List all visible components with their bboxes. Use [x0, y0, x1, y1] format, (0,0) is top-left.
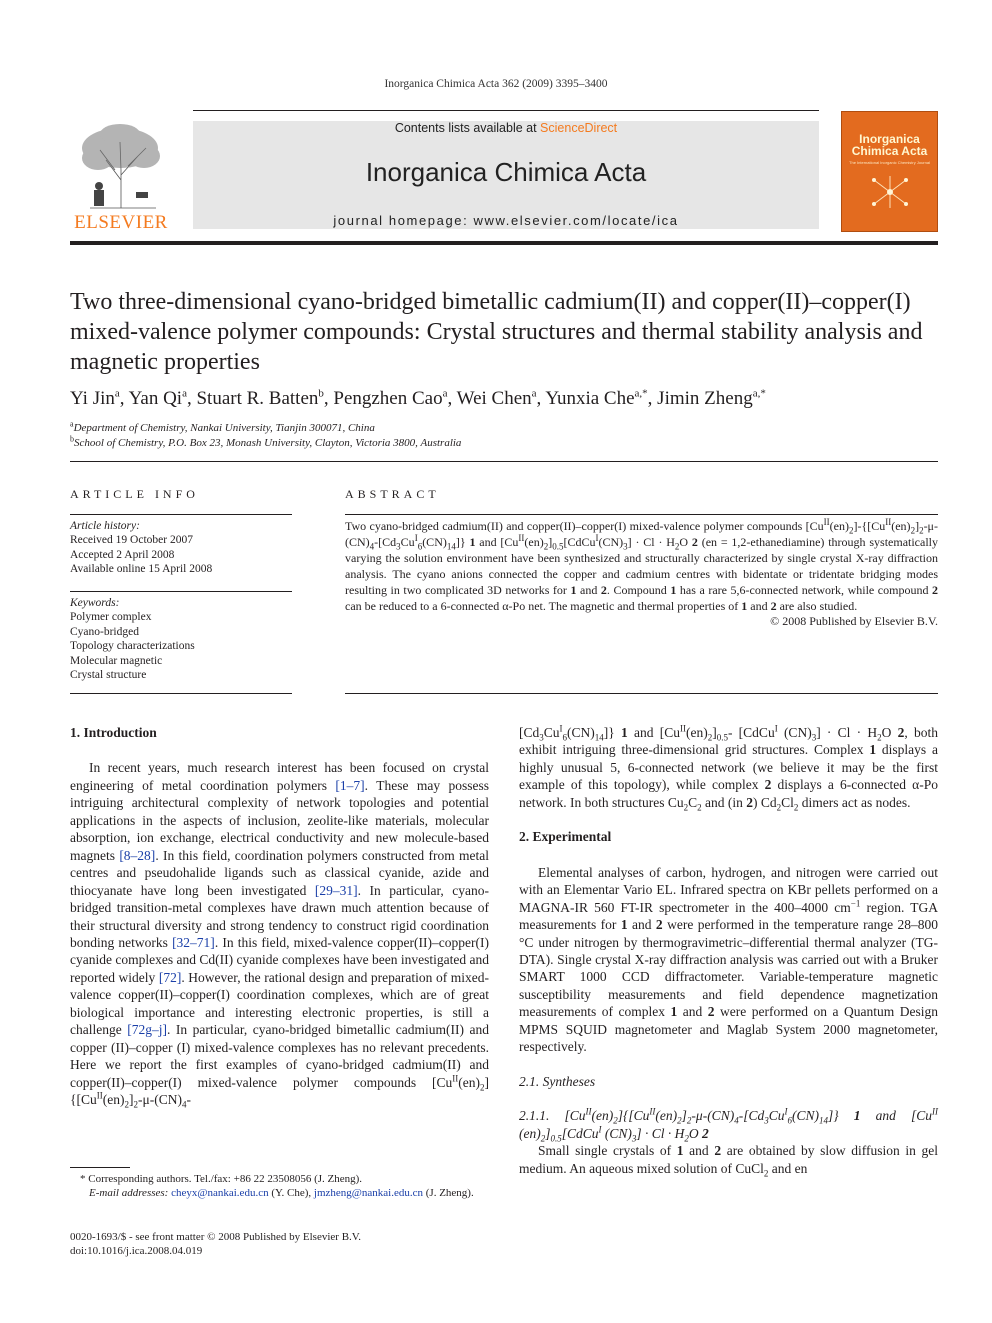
affiliation-a [70, 419, 375, 434]
affiliation-mark: b [70, 434, 74, 444]
synthesis-subheading: 2.1.1. $[Cu^{II}(en)_2]\{[Cu^{II}(en)_2]_2-\mu-(CN)_4-[Cd_3Cu^I_6(CN)_{14}]\}$ 1 and [$Cu^{II}$ $(en)_2]_{0.5}[CdCu^I$ $(CN)_3] \cdot Cl \cdot H_2O$ 2 [519, 1106, 939, 1144]
author-affil-mark: a,* [752, 387, 766, 400]
synthesis-paragraph: Small single crystals of 1 and 2 are obtained by slow diffusion in gel medium. An aqueous mixed solution of CuCl$_2$ and en [519, 1143, 939, 1179]
abstract-text [345, 519, 938, 630]
email-link[interactable]: cheyx@nankai.edu.cn [171, 1187, 269, 1199]
elsevier-tree-icon [70, 120, 172, 212]
affiliation-b [70, 434, 462, 449]
subheading-number: 2.1.1. [519, 1108, 550, 1124]
cover-molecule-icon [862, 172, 918, 212]
author-name[interactable]: Wei Chen [456, 388, 532, 409]
journal-citation: Inorganica Chimica Acta 362 (2009) 3395–3400 [384, 78, 608, 90]
author-affil-mark: a [442, 387, 448, 400]
article-identifiers [70, 1230, 489, 1258]
author-name[interactable]: Yi Jin [70, 388, 115, 409]
keywords-block [70, 596, 292, 682]
affiliation-mark: a [70, 419, 74, 429]
author-name[interactable]: Pengzhen Cao [333, 388, 443, 409]
journal-title: Inorganica Chimica Acta [365, 157, 647, 187]
elsevier-wordmark: ELSEVIER [74, 212, 168, 233]
cover-title-line-1: Inorganica [859, 132, 920, 146]
author-affil-mark: a [114, 387, 120, 400]
cover-title [842, 133, 937, 157]
cover-subtitle: The International Inorganic Chemistry Journal [849, 160, 930, 165]
contents-line [193, 121, 819, 135]
syntheses-heading: 2.1. Syntheses [519, 1073, 596, 1089]
email-note [70, 1186, 489, 1200]
history-received: Received 19 October 2007 [70, 534, 193, 547]
reference-link[interactable]: [72] [158, 969, 182, 985]
keyword: Crystal structure [70, 669, 147, 682]
reference-link[interactable]: [8–28] [119, 847, 156, 863]
journal-header-band [193, 121, 819, 229]
corresponding-author-note: * Corresponding authors. Tel./fax: +86 22 23508056 (J. Zheng). [80, 1173, 363, 1185]
article-history [70, 519, 292, 577]
author-affil-mark: a,* [634, 387, 648, 400]
article-info-bottom-rule [70, 693, 292, 694]
reference-link[interactable]: [1–7] [335, 777, 365, 793]
journal-cover-thumbnail[interactable] [841, 111, 938, 232]
reference-link[interactable]: [29–31] [314, 882, 358, 898]
abstract-heading: ABSTRACT [345, 487, 440, 501]
experimental-heading: 2. Experimental [519, 829, 612, 845]
article-info-rule [70, 514, 292, 515]
introduction-paragraph-continued: $[Cd_3Cu^I_6(CN)_{14}]$} 1 and $[Cu^{II}(en)_2]_{0.5}-$ [CdCu$^I$ $(CN)_3] \cdot Cl \cdot H_2O$ 2, both exhibit intriguing three-dimensional grid structures. Complex 1 displays a highly unusual 5, 6-connected network (we believe it may be the first example of this topology), while complex 2 displays a 6-connected α-Po network. In both structures $Cu_2C_2$ and (in 2) $Cd_2Cl_2$ dimers act as nodes. [519, 723, 939, 813]
history-online: Available online 15 April 2008 [70, 563, 213, 576]
email-owner: (Y. Che), [271, 1187, 312, 1199]
elsevier-logo[interactable] [70, 120, 172, 232]
abstract-copyright: © 2008 Published by Elsevier B.V. [770, 614, 938, 629]
affiliation-rule [70, 461, 938, 462]
header-top-rule [193, 110, 819, 111]
introduction-paragraph: In recent years, much research interest has been focused on crystal engineering of metal coordination polymers [1–7]. These may possess intriguing architectural complexity of network topologies and potential applications in the aspects of inclusion, zeolite-like materials, molecular absorption, ion exchange, electrical conductivity and new molecule-based magnets [8–28]. In this field, coordination polymers constructed from metal centres and pseudohalide ligands such as classical cyanide, azide and thiocyanate have long been investigated [29–31]. In particular, cyano-bridged transition-metal complexes have drawn much attention because of their structural diversity and strong tendency to construct rigid coordination bonding networks [32–71]. In this field, mixed-valence copper(II)–copper(I) cyanide complexes and Cd(II) cyanide complexes have been investigated and reported widely [72]. However, the rational design and preparation of mixed-valence copper(II)–copper(I) coordination complexes, which are of great biological importance and interesting electronic properties, is still a challenge [72g–j]. In particular, cyano-bridged bimetallic cadmium(II) and copper (II)–copper (I) mixed-valence complexes has no relevant precedents. Here we report the first examples of cyano-bridged cadmium(II) and copper(II)–copper(I) mixed-valence polymer compounds $[Cu^{II}(en)_2]\{[Cu^{II}(en)_2]_2-\mu-(CN)_4-$ [70, 760, 490, 1110]
keyword: Molecular magnetic [70, 654, 163, 667]
corresponding-text: Corresponding authors. Tel./fax: +86 22 23508056 (J. Zheng). [88, 1173, 363, 1185]
author-affil-mark: a [182, 387, 187, 400]
author-name[interactable]: Stuart R. Batten [196, 388, 319, 409]
sciencedirect-link[interactable]: ScienceDirect [540, 121, 618, 135]
author-affil-mark: a [531, 387, 537, 400]
keyword: Topology characterizations [70, 640, 195, 653]
article-title: Two three-dimensional cyano-bridged bimetallic cadmium(II) and copper(II)–copper(I) mixed-valence polymer compounds: Crystal structures and thermal stability analysis and magnetic properties [70, 289, 923, 375]
introduction-heading: 1. Introduction [70, 725, 157, 740]
keywords-label: Keywords: [70, 597, 120, 609]
contents-prefix: Contents lists available at [394, 121, 541, 135]
author-list: Yi Jin$^a$, Yan Qi$^a$, Stuart R. Batten$^b$, Pengzhen Cao$^a$, Wei Chen$^a$, Yunxia Che$^{a,*}$, Jimin Zheng$^{a,*}$ [70, 387, 766, 409]
history-accepted: Accepted 2 April 2008 [70, 548, 175, 561]
author-affil-mark: b [318, 387, 324, 400]
header-thick-rule [70, 241, 938, 245]
affiliation-text: Department of Chemistry, Nankai University, Tianjin 300071, China [73, 422, 375, 434]
history-label: Article history: [70, 520, 140, 532]
footnotes [70, 1172, 489, 1200]
keywords-rule [70, 591, 292, 592]
article-info-heading: ARTICLE INFO [70, 487, 199, 501]
issn-line: 0020-1693/$ - see front matter © 2008 Published by Elsevier B.V. [70, 1231, 362, 1243]
reference-link[interactable]: [72g–j] [127, 1022, 167, 1038]
keyword: Cyano-bridged [70, 625, 139, 638]
abstract-rule [345, 514, 938, 515]
abstract-paragraph: Two cyano-bridged cadmium(II) and copper(II)–copper(I) mixed-valence polymer compounds $[Cu^{II}(en)_2]-\{[Cu^{II}(en)_2]_2-\mu-(CN)_4-[Cd_3Cu^I_6(CN)_{14}]\}$ 1 and $[Cu^{II}(en)_2]_{0.5}[CdCu^I(CN)_3] \cdot Cl \cdot H_2O$ 2 (en = 1,2-ethanediamine) through systematically varying the solution environment have been synthesized and structurally characterized by single crystal X-ray diffraction analysis. The cyano anions connected the copper and cadmium centres with bidentate or tridentate bridging modes resulting in two complicated 3D networks for 1 and 2. Compound 1 has a rare 5,6-connected network, while compound 2 can be reduced to a 6-connected α-Po net. The magnetic and thermal properties of 1 and 2 are also studied. [345, 517, 939, 613]
experimental-paragraph: Elemental analyses of carbon, hydrogen, and nitrogen were carried out with an Elementar Vario EL. Infrared spectra on KBr pellets performed on a MAGNA-IR 560 FT-IR spectrometer in the 400–4000 $cm^{-1}$ region. TGA measurements for 1 and 2 were performed in the temperature range 28–800 °C under nitrogen by thermogravimetric–differential thermal analyzer (TG-DTA). Single crystal X-ray diffraction analysis was carried out with a Bruker SMART 1000 CCD diffractometer. Variable-temperature magnetic susceptibility measurements and field dependence magnetization measurements of complex 1 and 2 were performed on a Quantum Design MPMS SQUID magnetometer and Maglab System 2000 magnetometer, respectively. [519, 864, 938, 1055]
email-link[interactable]: jmzheng@nankai.edu.cn [313, 1187, 423, 1199]
left-column [70, 724, 489, 1109]
email-label: E-mail addresses: [89, 1187, 169, 1199]
affiliation-text: School of Chemistry, P.O. Box 23, Monash University, Clayton, Victoria 3800, Australia [74, 437, 462, 449]
keyword: Polymer complex [70, 611, 152, 624]
author-name[interactable]: Jimin Zheng [657, 388, 753, 409]
journal-homepage-link[interactable]: journal homepage: www.elsevier.com/locate/ica [333, 213, 679, 228]
footnote-rule [70, 1167, 130, 1168]
author-name[interactable]: Yunxia Che [545, 388, 635, 409]
abstract-bottom-rule [345, 693, 938, 694]
email-owner: (J. Zheng). [425, 1187, 474, 1199]
cover-title-line-2: Chimica Acta [851, 144, 928, 158]
reference-link[interactable]: [32–71] [172, 934, 215, 950]
right-column [519, 724, 938, 1177]
doi-link[interactable]: doi:10.1016/j.ica.2008.04.019 [70, 1245, 203, 1257]
author-name[interactable]: Yan Qi [128, 388, 183, 409]
